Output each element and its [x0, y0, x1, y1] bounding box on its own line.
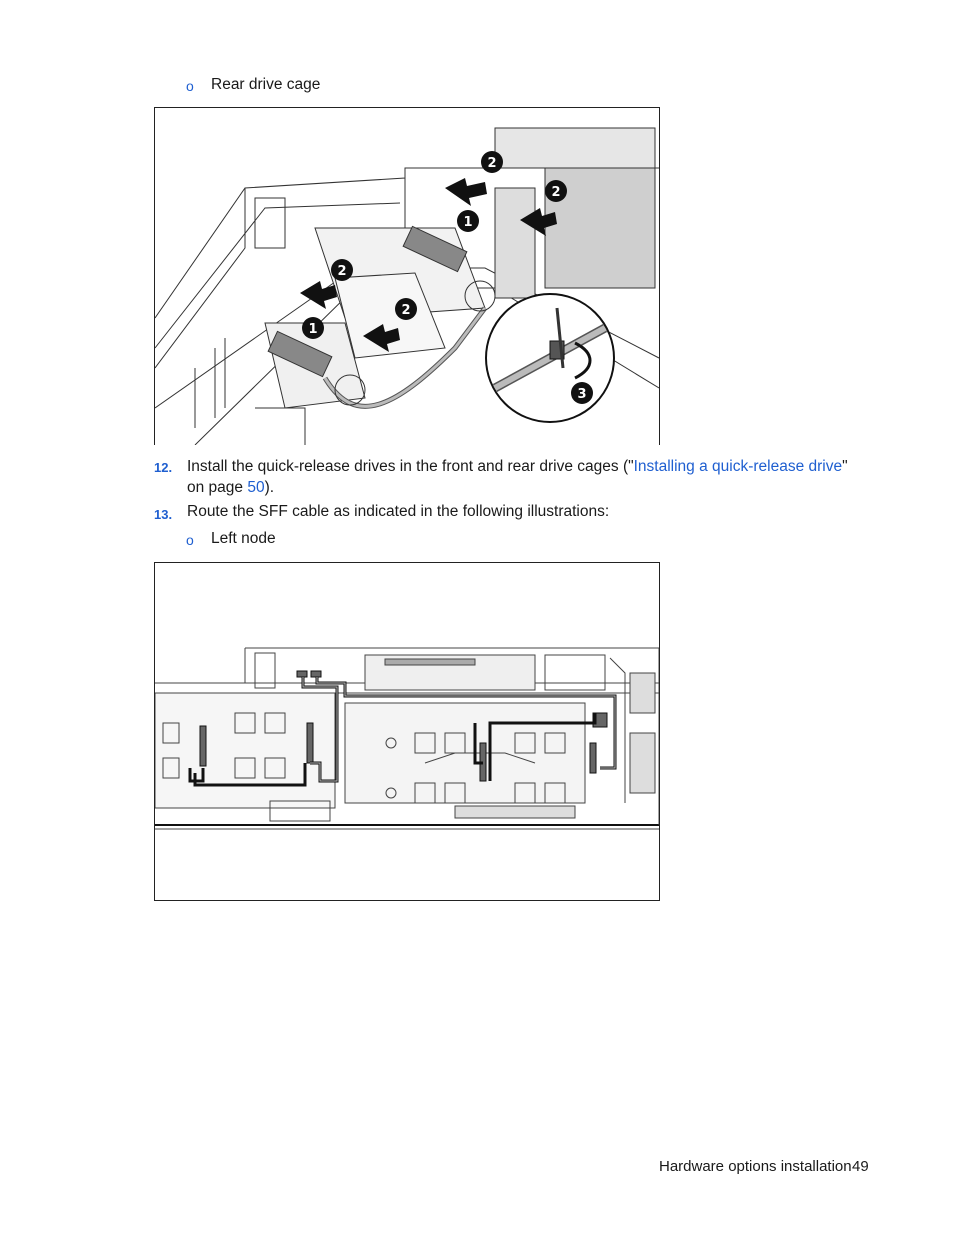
- callout-2: 2: [337, 264, 347, 279]
- installing-quick-release-drive-link[interactable]: Installing a quick-release drive: [633, 458, 843, 475]
- left-node-cable-routing-illustration: [154, 562, 660, 901]
- step-12-text-after: ).: [264, 479, 275, 496]
- step-12-text-before: Install the quick-release drives in the front and rear drive cages (": [187, 458, 634, 475]
- step-number: 13.: [154, 507, 173, 522]
- callout-3: 3: [577, 387, 587, 402]
- list-bullet: o: [186, 78, 194, 94]
- rear-drive-cage-illustration: [154, 107, 660, 445]
- callout-1: 1: [463, 215, 473, 230]
- callout-2: 2: [551, 185, 561, 200]
- footer-page-number: 49: [852, 1158, 869, 1175]
- rear-drive-cage-drawing: [155, 108, 659, 445]
- callout-2: 2: [401, 303, 411, 318]
- rear-drive-cage-label: Rear drive cage: [211, 76, 321, 93]
- step-12-text: [187, 456, 867, 498]
- callout-1: 1: [308, 322, 318, 337]
- step-number: 12.: [154, 460, 173, 475]
- list-bullet: o: [186, 532, 194, 548]
- left-node-drawing: [155, 563, 659, 900]
- footer-section-title: Hardware options installation: [659, 1158, 852, 1175]
- step-13-text: Route the SFF cable as indicated in the following illustrations:: [187, 503, 610, 520]
- left-node-label: Left node: [211, 530, 276, 547]
- step-12-text-mid: " on page: [187, 458, 848, 496]
- page-50-link[interactable]: 50: [247, 479, 265, 496]
- callout-2: 2: [487, 156, 497, 171]
